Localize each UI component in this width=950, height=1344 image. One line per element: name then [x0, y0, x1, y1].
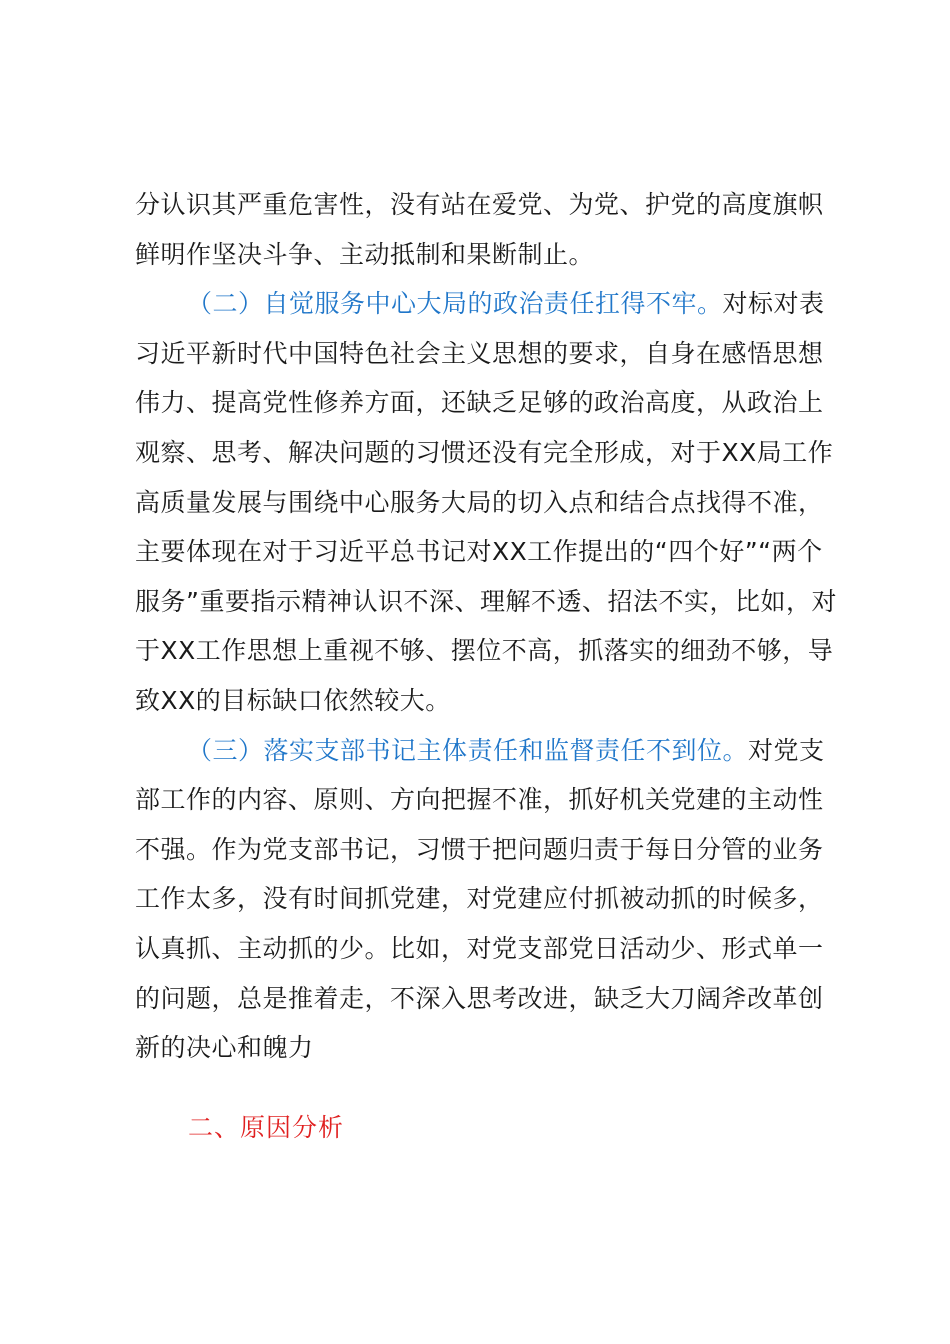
subheading-2: （二）自觉服务中心大局的政治责任扛得不牢。: [187, 289, 723, 319]
document-body: [135, 180, 840, 1073]
continuation-paragraph: [135, 180, 840, 279]
section-title-cause-analysis: 二、原因分析: [188, 1113, 345, 1142]
section-paragraph-3: [135, 726, 840, 1073]
section-body-3: 对党支部工作的内容、原则、方向把握不准，抓好机关党建的主动性不强。作为党支部书记，习惯于把问题归责于每日分管的业务工作太多，没有时间抓党建，对党建应付抓被动抓的时候多，认真抓、主动抓的少。比如，对党支部党日活动少、形式单一的问题，总是推着走，不深入思考改进，缺乏大刀阔斧改革创新的决心和魄力: [135, 735, 825, 1063]
continuation-text: 分认识其严重危害性，没有站在爱党、为党、护党的高度旗帜鲜明作坚决斗争、主动抵制和果断制止。: [135, 190, 824, 269]
section-paragraph-2: [135, 279, 840, 725]
section-body-2: 对标对表习近平新时代中国特色社会主义思想的要求，自身在感悟思想伟力、提高党性修养方面，还缺乏足够的政治高度，从政治上观察、思考、解决问题的习惯还没有完全形成，对于XX局工作高质量发展与围绕中心服务大局的切入点和结合点找得不准，主要体现在对于习近平总书记对XX工作提出的“四个好”“两个服务”重要指示精神认识不深、理解不透、招法不实，比如，对于XX工作思想上重视不够、摆位不高，抓落实的细劲不够，导致XX的目标缺口依然较大。: [135, 289, 837, 715]
subheading-3: （三）落实支部书记主体责任和监督责任不到位。: [187, 735, 749, 765]
